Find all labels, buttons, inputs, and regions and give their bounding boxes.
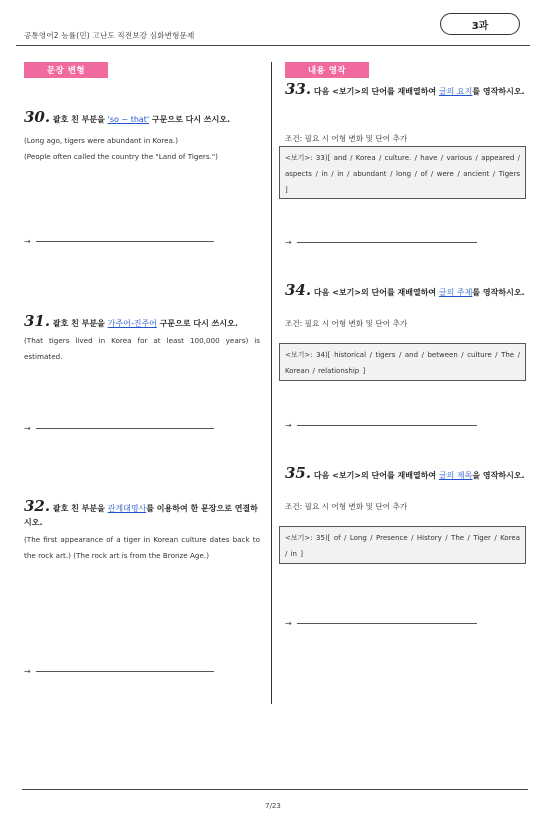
answer-line-31[interactable] [24,424,214,433]
question-instruction-pre: 다음 <보기>의 단어를 재배열하여 [313,87,439,96]
arrow-icon: → [24,667,31,676]
question-instruction-post: 를 영작하시오. [472,288,525,297]
question-31 [24,314,264,331]
question-highlight: 관계대명사 [107,504,147,513]
answer-line-35[interactable] [285,619,477,628]
word-box-33: <보기>: 33)[ and / Korea / culture. / have / various / appeared / aspects / in / in / abundant / long / of / were / ancient / Tigers ] [279,146,526,199]
page-number: 7/23 [265,802,281,810]
arrow-icon: → [24,237,31,246]
question-number: 35. [285,464,312,482]
question-instruction-pre: 다음 <보기>의 단어를 재배열하여 [313,471,439,480]
condition-text: 조건: 필요 시 어형 변화 및 단어 추가 [285,319,408,328]
question-instruction-pre: 괄호 친 부분을 [52,504,108,513]
answer-blank[interactable] [297,623,477,624]
question-instruction-post: 을 영작하시오. [472,471,525,480]
question-instruction-post: 구문으로 다시 쓰시오. [149,115,231,124]
document-title: 공통영어2 능률(민) 고난도 직전보강 심화변형문제 [24,31,195,40]
question-instruction-pre: 괄호 친 부분을 [52,319,108,328]
passage-line: (That tigers lived in Korea for at least 100,000 years) is estimated. [24,336,260,361]
question-32-passage [24,532,260,563]
question-30-passage [24,133,260,164]
question-number: 32. [24,497,51,515]
arrow-icon: → [285,619,292,628]
condition-text: 조건: 필요 시 어형 변화 및 단어 추가 [285,502,408,511]
answer-line-32[interactable] [24,667,214,676]
column-divider [271,62,272,704]
question-instruction-post: 를 영작하시오. [472,87,525,96]
question-instruction-pre: 다음 <보기>의 단어를 재배열하여 [313,288,439,297]
answer-blank[interactable] [36,241,214,242]
condition-text: 조건: 필요 시 어형 변화 및 단어 추가 [285,134,408,143]
question-highlight: 'so ~ that' [107,115,150,124]
header-divider [16,45,530,46]
arrow-icon: → [285,238,292,247]
question-highlight: 글의 주제 [438,288,473,297]
question-32 [24,499,264,530]
question-33 [285,82,525,99]
question-highlight: 글의 제목 [438,471,473,480]
answer-line-34[interactable] [285,421,477,430]
word-box-35: <보기>: 35)[ of / Long / Presence / History / The / Tiger / Korea / in ] [279,526,526,564]
answer-blank[interactable] [36,428,214,429]
question-instruction-post: 구문으로 다시 쓰시오. [156,319,238,328]
question-number: 34. [285,281,312,299]
question-instruction-pre: 괄호 친 부분을 [52,115,108,124]
word-box-34: <보기>: 34)[ historical / tigers / and / between / culture / The / Korean / relationship ] [279,343,526,381]
question-30 [24,110,264,127]
footer-divider [22,789,528,790]
passage-line: (The first appearance of a tiger in Korean culture dates back to the rock art.) (The rock art is from the Bronze Age.) [24,535,260,560]
question-31-passage [24,333,260,364]
section-label-content-writing: 내용 영작 [285,62,369,78]
question-number: 31. [24,312,51,330]
passage-line: (Long ago, tigers were abundant in Korea.) [24,136,179,145]
question-35 [285,466,525,483]
arrow-icon: → [285,421,292,430]
question-number: 33. [285,80,312,98]
answer-blank[interactable] [297,425,477,426]
answer-line-30[interactable] [24,237,214,246]
question-highlight: 가주어-진주어 [107,319,157,328]
question-number: 30. [24,108,51,126]
arrow-icon: → [24,424,31,433]
question-instruction-post: 를 이용하여 한 문장으로 연결하시오. [24,504,258,527]
answer-blank[interactable] [297,242,477,243]
section-label-sentence-transform: 문장 변형 [24,62,108,78]
answer-line-33[interactable] [285,238,477,247]
question-34 [285,283,525,300]
answer-blank[interactable] [36,671,214,672]
passage-line: (People often called the country the "Land of Tigers.") [24,151,218,161]
question-highlight: 글의 요지 [438,87,473,96]
lesson-badge: 3과 [440,13,520,35]
